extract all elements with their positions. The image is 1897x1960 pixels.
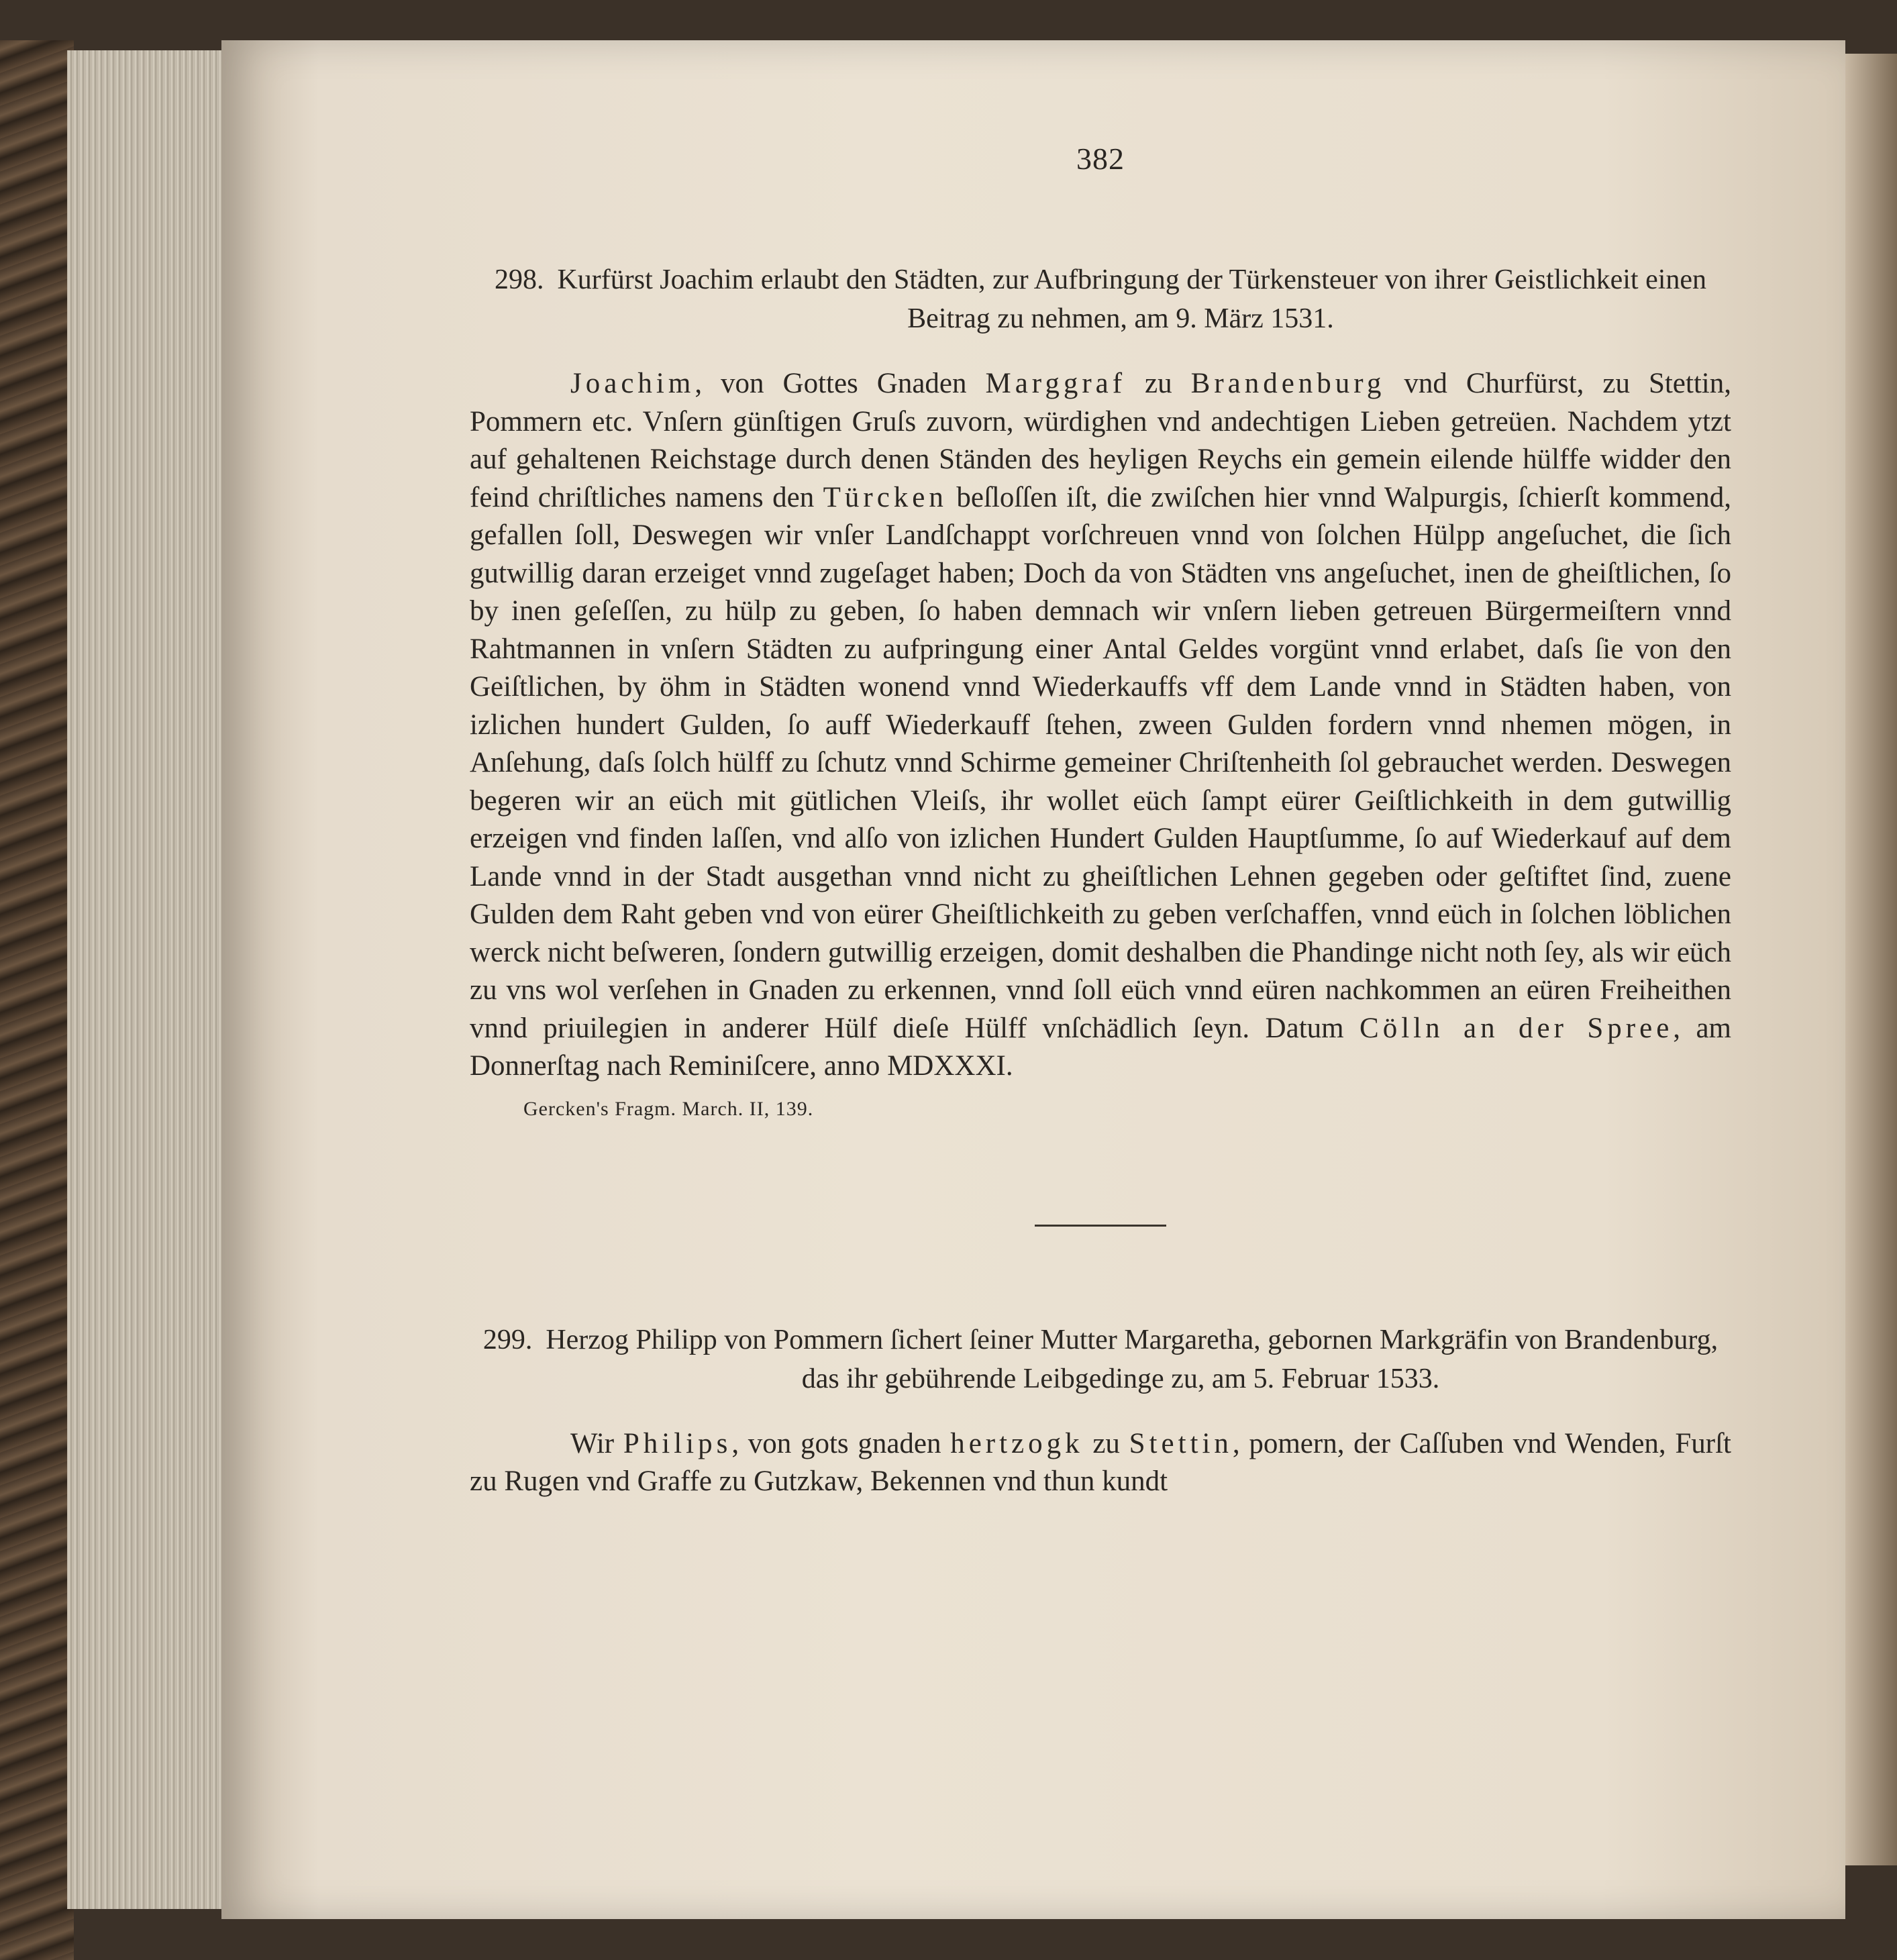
entry-298-number: 298. <box>494 264 544 295</box>
facing-page-edge <box>1845 54 1897 1865</box>
entry-298-spree: Spree <box>1587 1012 1674 1044</box>
entry-298-coelln: Cölln <box>1360 1012 1444 1044</box>
entry-298-marggraf: Marggraf <box>985 368 1127 399</box>
entry-298-title-text: Kurfürst Joachim erlaubt den Städten, zur Aufbringung der Türkensteuer von ihrer Geistlichkeit einen Beitrag zu nehmen, am 9. März 1531. <box>557 264 1707 334</box>
entry-298-opening-name: Joachim <box>570 368 695 399</box>
section-divider <box>1035 1225 1166 1227</box>
entry-298-closing: , am Donnerſtag nach Reminiſcere, anno MDXXXI. <box>470 1012 1731 1082</box>
entry-299-stettin: Stettin <box>1129 1427 1233 1459</box>
book-cover-edge <box>0 40 74 1960</box>
entry-298-title <box>470 260 1731 338</box>
entry-298-opening-rest: , von Gottes Gnaden <box>695 368 986 399</box>
page-stack-edge <box>67 50 228 1909</box>
entry-298-zu: zu <box>1126 368 1191 399</box>
page-content <box>470 141 1731 1501</box>
entry-299-rest: , pomern, der Caſſuben vnd Wenden, Furſt zu Rugen vnd Graffe zu Gutzkaw, Bekennen vnd thun kundt <box>470 1427 1731 1497</box>
entry-299-title <box>470 1321 1731 1398</box>
entry-299-body <box>470 1425 1731 1501</box>
entry-298-text-b: beſloſſen iſt, die zwiſchen hier vnnd Walpurgis, ſchierſt kommend, gefallen ſoll, Deswegen wir vnſer Landſchappt vorſchreuen vnnd von ſolchen Hülpp angeſuchet, die ſich gutwillig daran erzeiget vnnd zugeſaget haben; Doch da von Städten vns angeſuchet, inen de gheiſtlichen, ſo by inen geſeſſen, zu hülp zu geben, ſo haben demnach wir vnſern lieben getreuen Bürgermeiſtern vnnd Rahtmannen in vnſern Städten zu aufpringung einer Antal Geldes vorgünt vnnd erlabet, daſs ſie von den Geiſtlichen, by öhm in Städten wonend vnnd Wiederkauffs vff dem Lande vnnd in Städten haben, von izlichen hundert Gulden, ſo auff Wiederkauff ſtehen, zween Gulden fordern vnnd nhemen mögen, in Anſehung, daſs ſolch hülff zu ſchutz vnnd Schirme gemeiner Chriſtenheith ſol gebrauchet werden. Deswegen begeren wir an eüch mit gütlichen Vleiſs, ihr wollet eüch ſampt eürer Geiſtlichkeith in dem gutwillig erzeigen vnd finden laſſen, vnd alſo von izlichen Hundert Gulden Hauptſumme, ſo auf Wiederkauf auf dem Lande vnnd in der Stadt ausgethan vnnd nicht zu gheiſtlichen Lehnen gegeben oder geſtiftet ſind, zuene Gulden dem Raht geben vnd von eürer Gheiſtlichkeith zu geben verſchaffen, vnnd eüch in ſolchen löblichen werck nicht beſweren, ſondern gutwillig erzeigen, domit deshalben die Phandinge nicht noth ſey, als wir eüch zu vns wol verſehen in Gnaden zu erkennen, vnnd ſoll eüch vnnd eüren nachkommen an eüren Freiheithen vnnd priuilegien in anderer Hülf dieſe Hülff vnſchädlich ſeyn. Datum <box>470 481 1731 1044</box>
entry-298-an-der: an der <box>1443 1012 1588 1044</box>
entry-299-von-gots: , von gots gnaden <box>731 1427 951 1459</box>
entry-299-title-text: Herzog Philipp von Pommern ſichert ſeiner Mutter Margaretha, gebornen Markgräfin von Brandenburg, das ihr gebührende Leibgedinge zu, am 5. Februar 1533. <box>546 1324 1719 1394</box>
entry-298-text-a: vnd Churfürst, zu Stettin, Pommern etc. Vnſern günſtigen Gruſs zuvorn, würdighen vnd andechtigen Lieben getreüen. Nachdem ytzt auf gehaltenen Reichstage durch denen Ständen des heyligen Reychs ein gemein eilende hülffe widder den feind chriſtliches namens den <box>470 368 1731 513</box>
entry-298-tuercken: Türcken <box>823 481 947 513</box>
entry-299-philips: Philips <box>623 1427 732 1459</box>
entry-298-source: Gercken's Fragm. March. II, 139. <box>523 1097 814 1120</box>
entry-299-zu: zu <box>1083 1427 1129 1459</box>
entry-299-opening: Wir <box>570 1427 623 1459</box>
entry-298-brandenburg: Brandenburg <box>1190 368 1386 399</box>
entry-298-body <box>470 365 1731 1086</box>
page-number: 382 <box>1076 142 1125 176</box>
entry-299-number: 299. <box>482 1324 533 1355</box>
entry-299-hertzogk: hertzogk <box>950 1427 1084 1459</box>
